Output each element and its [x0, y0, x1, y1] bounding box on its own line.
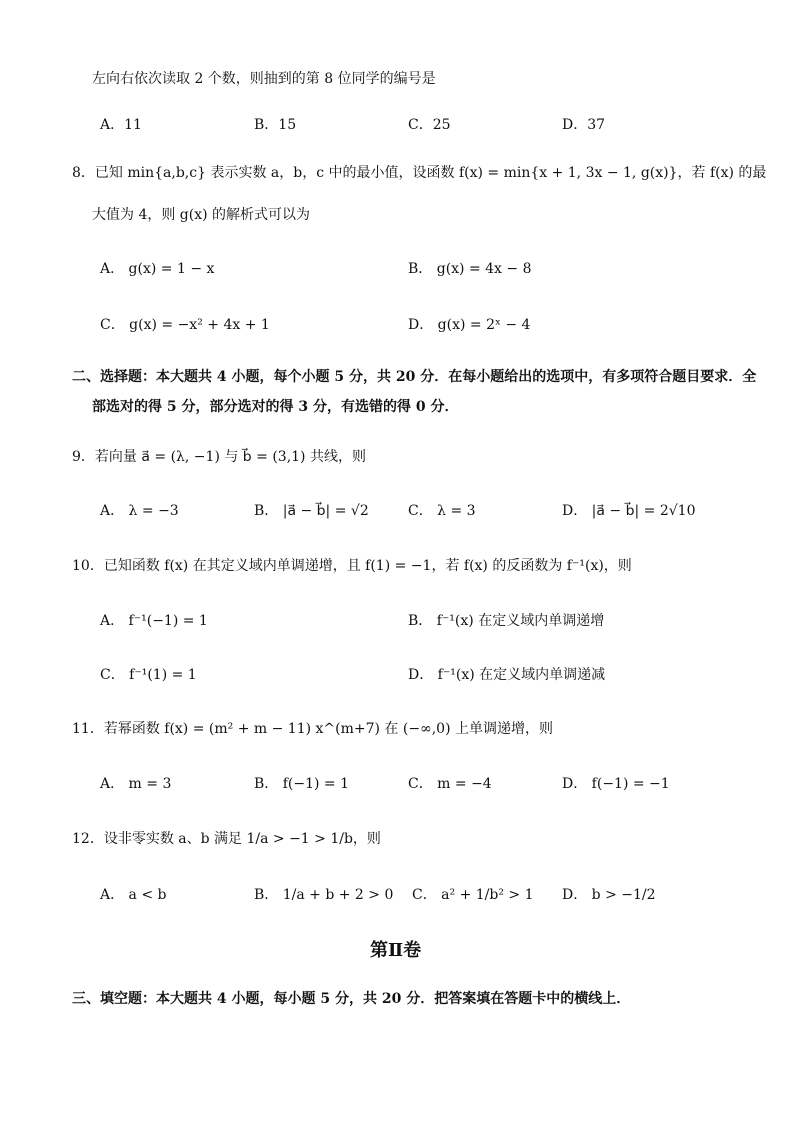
q8-option-d: D． g(x) = 2ˣ − 4 — [408, 317, 531, 333]
section-2-heading-line1: 二、选择题：本大题共 4 小题，每个小题 5 分，共 20 分．在每小题给出的选项中，有多项符合题目要求．全 — [72, 369, 757, 385]
q12-option-b: B． 1/a + b + 2 > 0 — [254, 887, 394, 903]
part-2-title: 第Ⅱ卷 — [370, 940, 422, 961]
q9-option-d: D． |a⃗ − b⃗| = 2√10 — [562, 503, 696, 519]
q8-option-b: B． g(x) = 4x − 8 — [408, 261, 532, 277]
q10-option-a: A． f⁻¹(−1) = 1 — [100, 613, 208, 629]
q9-option-c: C． λ = 3 — [408, 503, 476, 519]
q12-option-c: C． a² + 1/b² > 1 — [412, 887, 534, 903]
q11-option-a: A． m = 3 — [100, 776, 172, 792]
q10-stem: 10．已知函数 f(x) 在其定义域内单调递增，且 f(1) = −1，若 f(x) 的反函数为 f⁻¹(x)，则 — [72, 558, 632, 574]
q8-stem-line2: 大值为 4，则 g(x) 的解析式可以为 — [92, 207, 311, 223]
q9-option-a: A． λ = −3 — [100, 503, 179, 519]
q12-stem: 12．设非零实数 a、b 满足 1/a > −1 > 1/b，则 — [72, 831, 381, 847]
q7-option-a: A．11 — [100, 117, 142, 133]
q12-option-a: A． a < b — [100, 887, 167, 903]
q11-option-b: B． f(−1) = 1 — [254, 776, 350, 792]
q11-option-c: C． m = −4 — [408, 776, 492, 792]
section-3-heading: 三、填空题：本大题共 4 小题，每小题 5 分，共 20 分．把答案填在答题卡中的横线上． — [72, 991, 631, 1007]
q12-option-d: D． b > −1/2 — [562, 887, 656, 903]
section-2-heading-line2: 部选对的得 5 分，部分选对的得 3 分，有选错的得 0 分． — [92, 399, 459, 415]
q7-stem-continuation: 左向右依次读取 2 个数，则抽到的第 8 位同学的编号是 — [92, 71, 436, 87]
q9-stem: 9．若向量 a⃗ = (λ, −1) 与 b⃗ = (3,1) 共线，则 — [72, 449, 366, 465]
q10-option-b: B． f⁻¹(x) 在定义域内单调递增 — [408, 613, 605, 629]
q7-option-d: D．37 — [562, 117, 606, 133]
q8-option-c: C． g(x) = −x² + 4x + 1 — [100, 317, 270, 333]
q7-option-b: B．15 — [254, 117, 297, 133]
q8-stem-line1: 8．已知 min{a,b,c} 表示实数 a，b，c 中的最小值，设函数 f(x) = min{x + 1, 3x − 1, g(x)}，若 f(x) 的最 — [72, 165, 767, 181]
q11-option-d: D． f(−1) = −1 — [562, 776, 670, 792]
q11-stem: 11．若幂函数 f(x) = (m² + m − 11) x^(m+7) 在 (−∞,0) 上单调递增，则 — [72, 721, 553, 737]
q10-option-c: C． f⁻¹(1) = 1 — [100, 667, 197, 683]
q10-option-d: D． f⁻¹(x) 在定义域内单调递减 — [408, 667, 606, 683]
q8-option-a: A． g(x) = 1 − x — [100, 261, 215, 277]
q9-option-b: B． |a⃗ − b⃗| = √2 — [254, 503, 369, 519]
q7-option-c: C．25 — [408, 117, 451, 133]
